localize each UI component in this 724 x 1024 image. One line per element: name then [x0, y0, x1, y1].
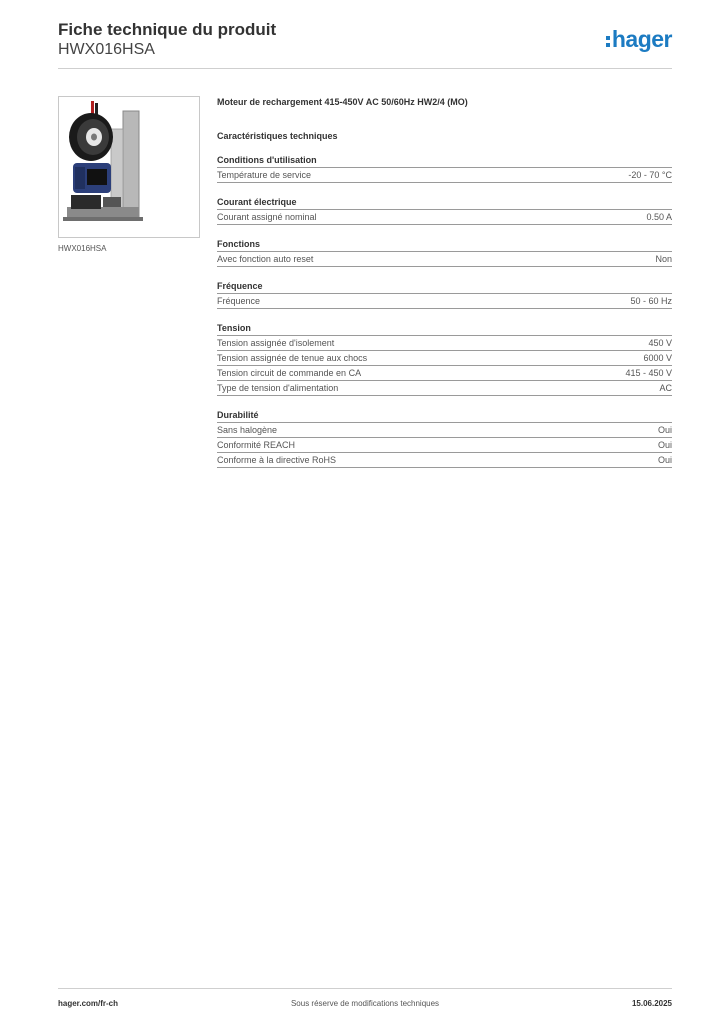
- spec-section: [217, 196, 672, 225]
- product-code: HWX016HSA: [58, 41, 155, 58]
- spec-row: [217, 336, 672, 351]
- spec-row: [217, 168, 672, 183]
- spec-section: [217, 238, 672, 267]
- specs-panel: [217, 96, 672, 468]
- spec-label: Conforme à la directive RoHS: [217, 455, 337, 465]
- logo-colon-icon: [606, 33, 610, 47]
- spec-label: Courant assigné nominal: [217, 212, 317, 222]
- spec-value: 0.50 A: [646, 212, 672, 222]
- spec-row: [217, 351, 672, 366]
- spec-label: Avec fonction auto reset: [217, 254, 314, 264]
- section-title: Fréquence: [217, 280, 672, 294]
- hager-logo[interactable]: [606, 26, 672, 53]
- page-header: [58, 20, 276, 60]
- spec-row: [217, 381, 672, 396]
- spec-label: Tension assignée de tenue aux chocs: [217, 353, 368, 363]
- spec-label: Tension circuit de commande en CA: [217, 368, 362, 378]
- spec-value: 415 - 450 V: [625, 368, 672, 378]
- logo-text: hager: [611, 26, 672, 52]
- spec-sections: [217, 154, 672, 468]
- spec-row: [217, 423, 672, 438]
- product-description: Moteur de rechargement 415-450V AC 50/60Hz HW2/4 (MO): [217, 97, 468, 107]
- spec-label: Fréquence: [217, 296, 261, 306]
- footer-date: 15.06.2025: [631, 999, 672, 1008]
- spec-section: [217, 154, 672, 183]
- footer-divider: [58, 988, 672, 989]
- spec-section: [217, 280, 672, 309]
- spec-label: Type de tension d'alimentation: [217, 383, 339, 393]
- spec-value: Oui: [657, 455, 672, 465]
- spec-row: [217, 453, 672, 468]
- spec-value: Oui: [657, 440, 672, 450]
- spec-label: Sans halogène: [217, 425, 278, 435]
- header-divider: [58, 68, 672, 69]
- spec-value: Non: [655, 254, 672, 264]
- spec-value: 6000 V: [643, 353, 672, 363]
- spec-label: Tension assignée d'isolement: [217, 338, 335, 348]
- section-title: Conditions d'utilisation: [217, 154, 672, 168]
- spec-row: [217, 366, 672, 381]
- page-title: Fiche technique du produit: [58, 20, 277, 39]
- spec-row: [217, 294, 672, 309]
- section-title: Tension: [217, 322, 672, 336]
- spec-section: [217, 409, 672, 468]
- footer-website-link[interactable]: hager.com/fr-ch: [58, 999, 119, 1008]
- spec-row: [217, 438, 672, 453]
- spec-value: Oui: [657, 425, 672, 435]
- footer-notice: Sous réserve de modifications techniques: [290, 999, 440, 1008]
- characteristics-title: Caractéristiques techniques: [217, 131, 338, 141]
- spec-value: AC: [659, 383, 672, 393]
- spec-row: [217, 252, 672, 267]
- spec-value: 50 - 60 Hz: [630, 296, 672, 306]
- section-title: Fonctions: [217, 238, 672, 252]
- section-title: Courant électrique: [217, 196, 672, 210]
- spec-value: -20 - 70 °C: [628, 170, 672, 180]
- page-footer: [58, 998, 672, 1010]
- section-title: Durabilité: [217, 409, 672, 423]
- spec-label: Conformité REACH: [217, 440, 296, 450]
- spec-label: Température de service: [217, 170, 312, 180]
- spec-section: [217, 322, 672, 396]
- spec-value: 450 V: [648, 338, 672, 348]
- motor-illustration-icon: [59, 97, 199, 237]
- product-image: [58, 96, 200, 238]
- spec-row: [217, 210, 672, 225]
- image-caption: HWX016HSA: [58, 244, 107, 253]
